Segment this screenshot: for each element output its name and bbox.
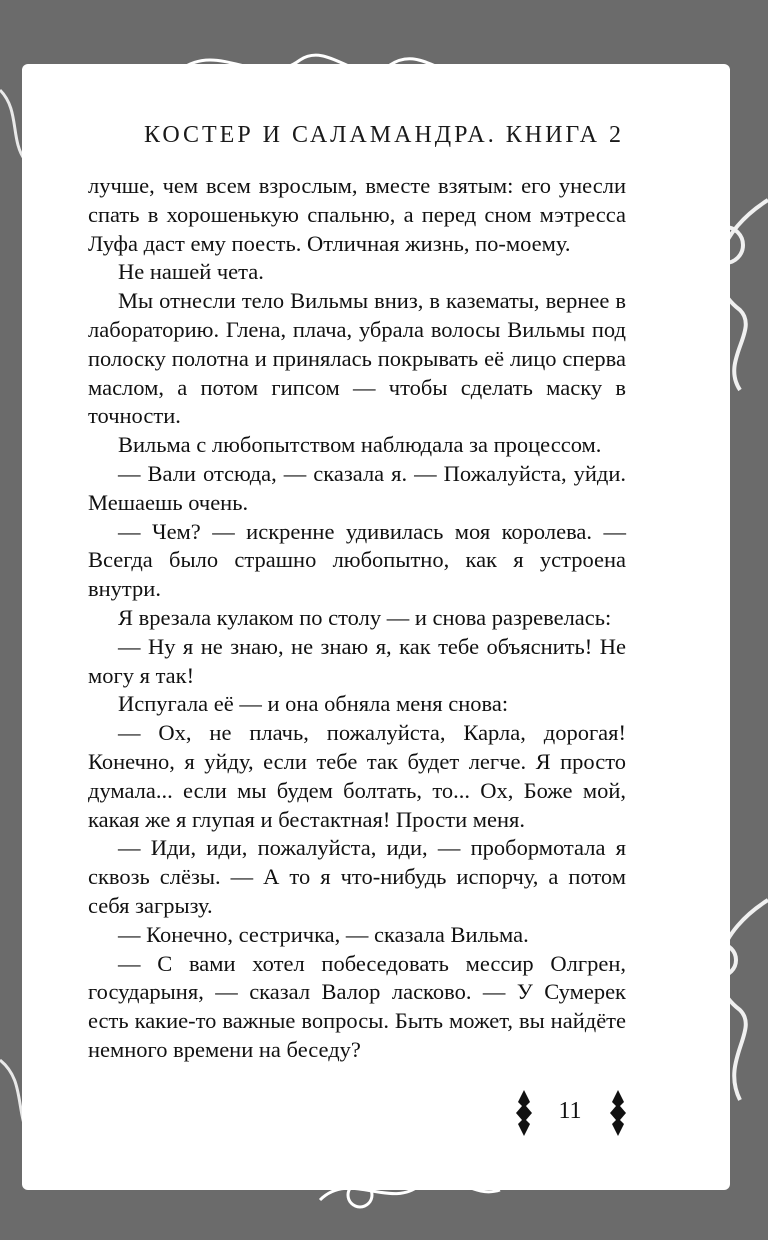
paragraph: — Ну я не знаю, не знаю я, как тебе объяснить! Не могу я так!: [88, 633, 626, 688]
paragraph: — С вами хотел побеседовать мессир Олгрен, государыня, — сказал Валор ласково. — У Сумерек есть какие-то важные вопросы. Быть может, вы найдёте немного времени на беседу?: [88, 950, 626, 1062]
paragraph: Вильма с любопытством наблюдала за процессом.: [118, 432, 602, 458]
running-head: КОСТЕР И САЛАМАНДРА. КНИГА 2: [143, 122, 625, 148]
paragraph: Испугала её — и она обняла меня снова:: [118, 691, 509, 717]
paragraph: Мы отнесли тело Вильмы вниз, в казематы, вернее в лабораторию. Глена, плача, убрала волосы Вильмы под полоску полотна и принялась покрывать её лицо сперва маслом, а потом гипсом — чтобы сделать маску в точности.: [88, 288, 626, 429]
paragraph: Не нашей чета.: [118, 259, 264, 285]
paragraph: Я врезала кулаком по столу — и снова разревелась:: [118, 604, 612, 630]
paragraph: — Иди, иди, пожалуйста, иди, — пробормотала я сквозь слёзы. — А то я что-нибудь испорчу, а потом себя загрызу.: [88, 835, 626, 918]
right-page-number-ornament-icon: [608, 1090, 628, 1136]
paragraph: — Вали отсюда, — сказала я. — Пожалуйста, уйди. Мешаешь очень.: [88, 460, 626, 515]
paragraph: лучше, чем всем взрослым, вместе взятым: его унесли спать в хорошенькую спальню, а перед сном мэтресса Луфа даст ему поесть. Отличная жизнь, по-моему.: [88, 173, 626, 256]
left-page-number-ornament-icon: [514, 1090, 534, 1136]
body-text: [88, 172, 626, 1065]
paragraph: — Чем? — искренне удивилась моя королева. — Всегда было страшно любопытно, как я устроена внутри.: [88, 518, 626, 602]
paragraph: — Конечно, сестричка, — сказала Вильма.: [118, 921, 529, 947]
paragraph: — Ох, не плачь, пожалуйста, Карла, дорогая! Конечно, я уйду, если тебе так будет легче. Я просто думала... если мы будем болтать, то... Ох, Боже мой, какая же я глупая и бестактная! Прости меня.: [88, 720, 626, 832]
page-number: 11: [558, 1098, 582, 1124]
